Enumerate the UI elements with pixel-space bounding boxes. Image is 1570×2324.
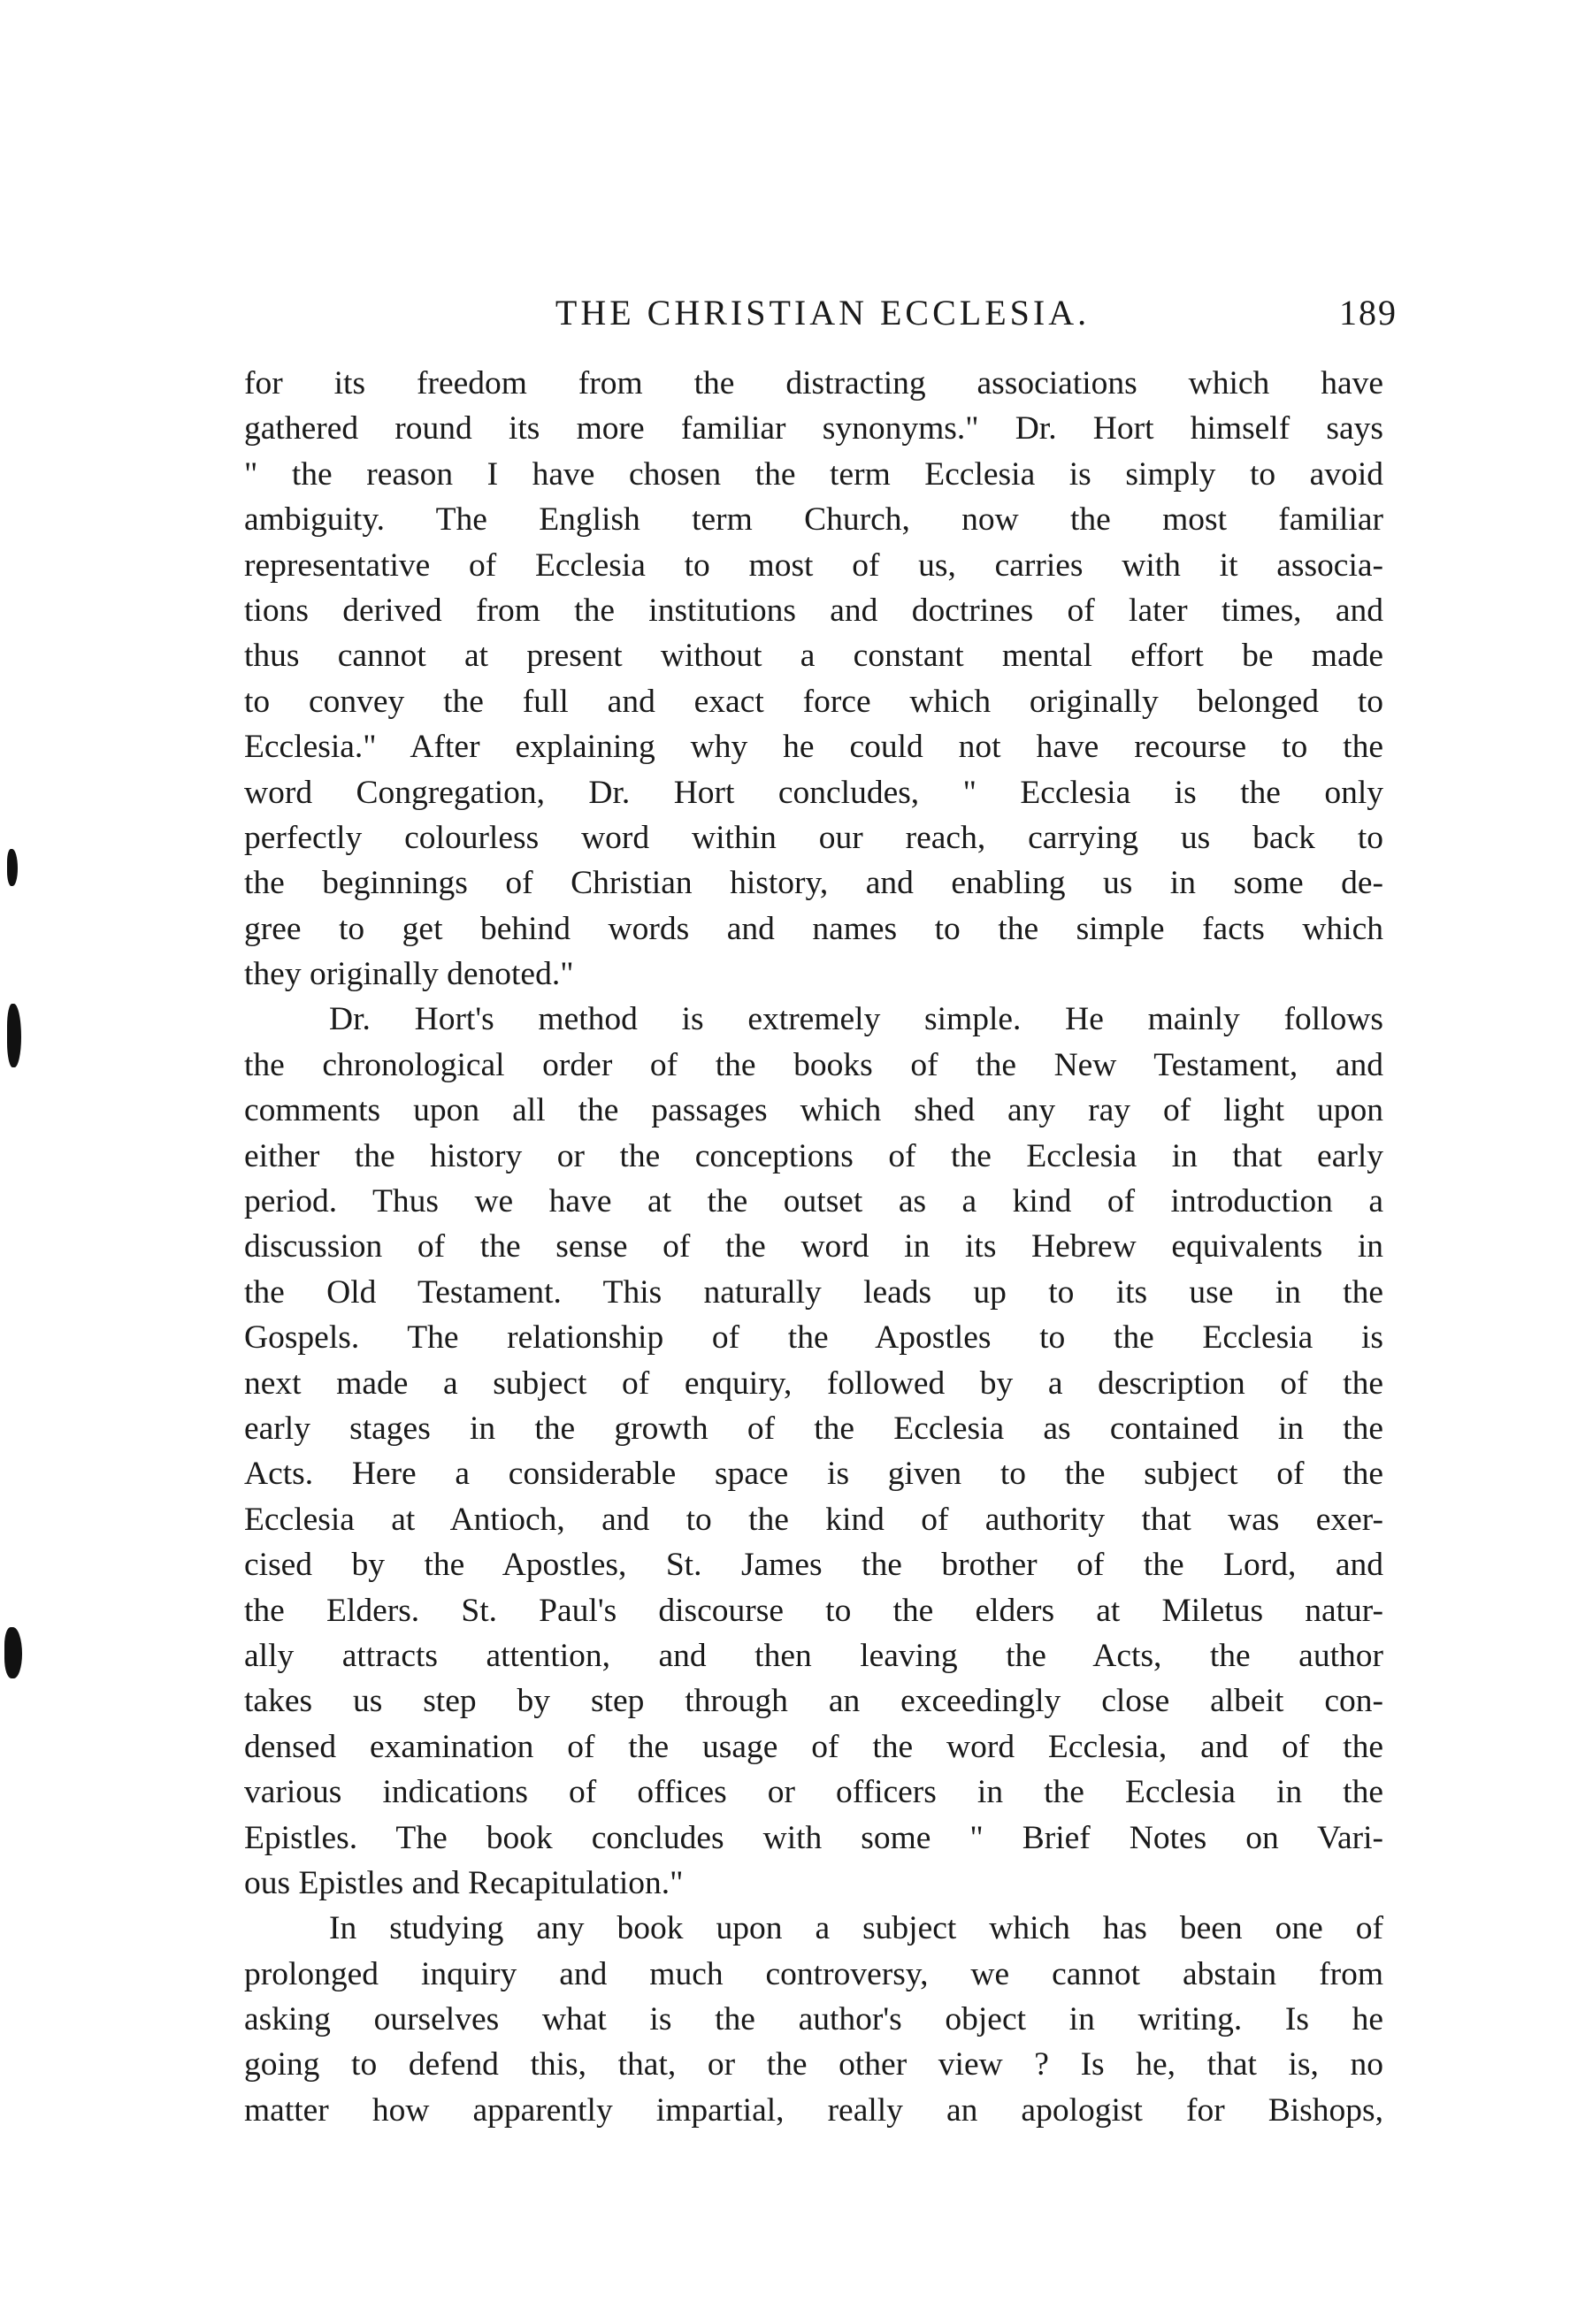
text-line: period. Thus we have at the outset as a kind of introduction a — [244, 1183, 1383, 1220]
running-title: THE CHRISTIAN ECCLESIA. — [555, 293, 1091, 333]
text-line: ambiguity. The English term Church, now the most familiar — [244, 501, 1383, 539]
text-line: Ecclesia." After explaining why he could not have recourse to the — [244, 729, 1383, 766]
margin-blot — [4, 1627, 22, 1678]
running-head — [248, 292, 1398, 345]
text-line: ous Epistles and Recapitulation." — [244, 1864, 684, 1901]
text-line: Acts. Here a considerable space is given to the subject of the — [244, 1456, 1383, 1493]
margin-blot — [7, 1004, 21, 1067]
text-line: representative of Ecclesia to most of us, carries with it associa- — [244, 547, 1383, 584]
text-line: gathered round its more familiar synonyms." Dr. Hort himself says — [244, 410, 1383, 447]
text-line: for its freedom from the distracting associations which have — [244, 365, 1383, 401]
page-number: 189 — [1339, 293, 1398, 333]
text-line: densed examination of the usage of the word Ecclesia, and of the — [244, 1728, 1383, 1765]
text-line: going to defend this, that, or the other view ? Is he, that is, no — [244, 2046, 1383, 2083]
text-line: various indications of offices or officers in the Ecclesia in the — [244, 1774, 1383, 1811]
text-line: prolonged inquiry and much controversy, we cannot abstain from — [244, 1955, 1383, 1992]
text-line: to convey the full and exact force which originally belonged to — [244, 683, 1383, 720]
text-line: perfectly colourless word within our reach, carrying us back to — [244, 819, 1383, 856]
text-line: tions derived from the institutions and doctrines of later times, and — [244, 592, 1383, 629]
text-line: Ecclesia at Antioch, and to the kind of authority that was exer- — [244, 1501, 1383, 1538]
text-line: thus cannot at present without a constant mental effort be made — [244, 638, 1383, 675]
text-line: the Old Testament. This naturally leads up to its use in the — [244, 1273, 1383, 1311]
text-line: they originally denoted." — [244, 956, 574, 993]
text-line: Gospels. The relationship of the Apostles to the Ecclesia is — [244, 1319, 1383, 1357]
text-line: Epistles. The book concludes with some " Brief Notes on Vari- — [244, 1819, 1383, 1856]
text-line: " the reason I have chosen the term Ecclesia is simply to avoid — [244, 455, 1383, 493]
text-line: the chronological order of the books of the New Testament, and — [244, 1046, 1383, 1083]
text-line: discussion of the sense of the word in its Hebrew equivalents in — [244, 1228, 1383, 1265]
body-text — [244, 361, 1383, 2133]
text-line: comments upon all the passages which shed any ray of light upon — [244, 1092, 1383, 1129]
margin-blot — [7, 849, 18, 886]
text-line: In studying any book upon a subject which has been one of — [329, 1910, 1383, 1947]
text-line: next made a subject of enquiry, followed by a description of the — [244, 1365, 1383, 1402]
text-line: ally attracts attention, and then leaving the Acts, the author — [244, 1637, 1383, 1674]
text-line: word Congregation, Dr. Hort concludes, " Ecclesia is the only — [244, 774, 1383, 811]
text-line: gree to get behind words and names to the simple facts which — [244, 910, 1383, 947]
text-line: matter how apparently impartial, really an apologist for Bishops, — [244, 2091, 1383, 2129]
text-line: either the history or the conceptions of the Ecclesia in that early — [244, 1137, 1383, 1174]
text-line: the Elders. St. Paul's discourse to the elders at Miletus natur- — [244, 1592, 1383, 1629]
text-line: takes us step by step through an exceedingly close albeit con- — [244, 1683, 1383, 1720]
text-line: asking ourselves what is the author's object in writing. Is he — [244, 2001, 1383, 2038]
text-line: the beginnings of Christian history, and enabling us in some de- — [244, 865, 1383, 902]
text-line: early stages in the growth of the Ecclesia as contained in the — [244, 1410, 1383, 1447]
text-line: cised by the Apostles, St. James the brother of the Lord, and — [244, 1547, 1383, 1584]
text-line: Dr. Hort's method is extremely simple. He mainly follows — [329, 1001, 1383, 1038]
